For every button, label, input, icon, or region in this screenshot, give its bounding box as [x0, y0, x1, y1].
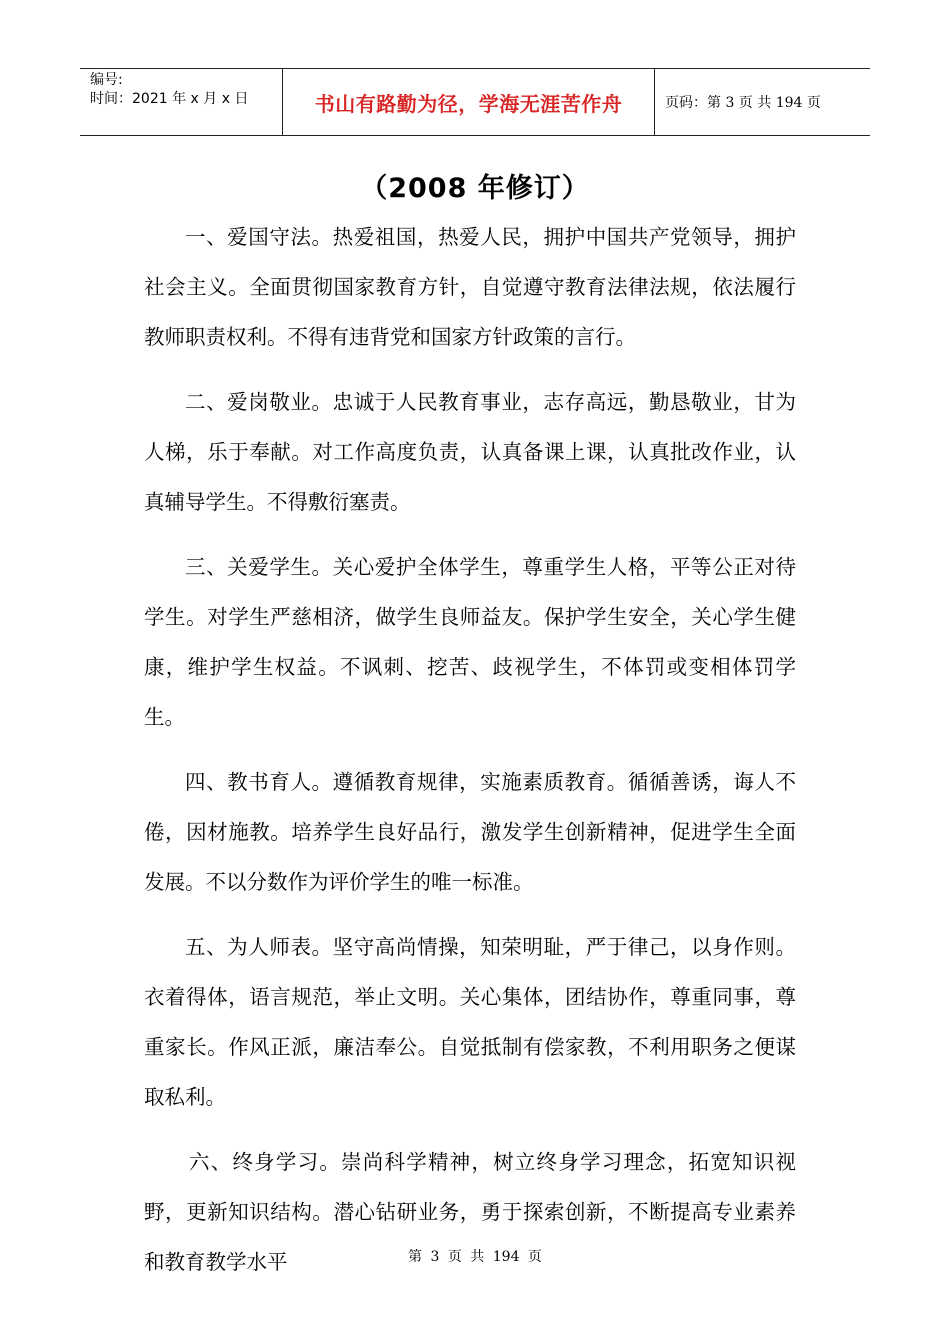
header-motto-cell [283, 69, 655, 135]
document-title: （2008 年修订） [360, 173, 590, 204]
motto-text: 书山有路勤为径，学海无涯苦作舟 [314, 91, 623, 116]
header-page-info [655, 69, 870, 135]
time-label: 时间：2021 年 x 月 x 日 [90, 91, 249, 107]
document-body [144, 212, 796, 1302]
paragraph-2: 二、爱岗敬业。忠诚于人民教育事业，志存高远，勤恳敬业，甘为人梯，乐于奉献。对工作高度负责，认真备课上课，认真批改作业，认真辅导学生。不得敷衍塞责。 [144, 390, 796, 514]
paragraph-1: 一、爱国守法。热爱祖国，热爱人民，拥护中国共产党领导，拥护社会主义。全面贯彻国家教育方针，自觉遵守教育法律法规，依法履行教师职责权利。不得有违背党和国家方针政策的言行。 [144, 225, 796, 349]
paragraph-4: 四、教书育人。遵循教育规律，实施素质教育。循循善诱，诲人不倦，因材施教。培养学生良好品行，激发学生创新精神，促进学生全面发展。不以分数作为评价学生的唯一标准。 [144, 770, 796, 894]
page-header [80, 68, 870, 136]
paragraph-5: 五、为人师表。坚守高尚情操，知荣明耻，严于律己，以身作则。衣着得体，语言规范，举止文明。关心集体，团结协作，尊重同事，尊重家长。作风正派，廉洁奉公。自觉抵制有偿家教，不利用职务之便谋取私利。 [144, 935, 796, 1109]
header-meta [80, 69, 283, 135]
page-footer: 第 3 页 共 194 页 [408, 1249, 542, 1265]
page-info-text: 页码：第 3 页 共 194 页 [665, 95, 821, 111]
paragraph-6: 六、终身学习。崇尚科学精神，树立终身学习理念，拓宽知识视野，更新知识结构。潜心钻研业务，勇于探索创新，不断提高专业素养和教育教学水平 [144, 1150, 796, 1274]
number-label: 编号: [90, 72, 123, 88]
paragraph-3: 三、关爱学生。关心爱护全体学生，尊重学生人格，平等公正对待学生。对学生严慈相济，做学生良师益友。保护学生安全，关心学生健康，维护学生权益。不讽刺、挖苦、歧视学生，不体罚或变相体罚学生。 [144, 555, 796, 729]
